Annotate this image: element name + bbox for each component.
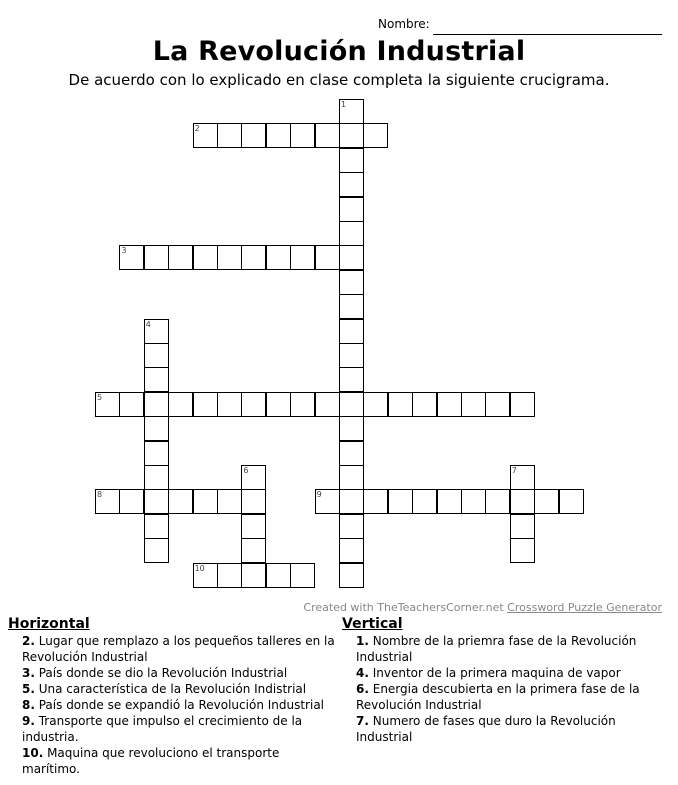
crossword-cell[interactable] — [193, 489, 218, 514]
crossword-cell[interactable] — [388, 489, 413, 514]
crossword-cell[interactable] — [241, 392, 266, 417]
crossword-cell[interactable] — [339, 148, 364, 173]
clue-item — [342, 681, 652, 713]
clue-item-text: Transporte que impulso el crecimiento de la industria. — [22, 714, 303, 744]
crossword-cell[interactable] — [339, 563, 364, 588]
clue-item-text: Maquina que revoluciono el transporte marítimo. — [22, 746, 280, 776]
crossword-cell[interactable] — [144, 416, 169, 441]
crossword-cell[interactable] — [412, 489, 437, 514]
page-title: La Revolución Industrial — [152, 36, 526, 67]
clue-item-number: 2. — [22, 634, 35, 648]
crossword-cell[interactable] — [534, 489, 559, 514]
crossword-cell[interactable] — [363, 392, 388, 417]
clue-item-number: 7. — [356, 714, 369, 728]
clue-item — [8, 681, 338, 697]
clue-item — [8, 745, 338, 777]
crossword-cell[interactable] — [437, 489, 462, 514]
crossword-cell[interactable] — [290, 245, 315, 270]
generator-link[interactable]: Crossword Puzzle Generator — [507, 601, 662, 614]
crossword-cell[interactable] — [168, 392, 193, 417]
crossword-cell[interactable] — [461, 489, 486, 514]
crossword-cell[interactable] — [339, 441, 364, 466]
clue-item — [342, 665, 652, 681]
crossword-cell[interactable] — [168, 489, 193, 514]
crossword-cell[interactable] — [339, 489, 364, 514]
clue-item-text: Inventor de la primera maquina de vapor — [368, 666, 621, 680]
crossword-cell[interactable] — [144, 441, 169, 466]
crossword-cell[interactable] — [241, 123, 266, 148]
horizontal-heading: Horizontal — [8, 616, 90, 632]
vertical-clues — [342, 616, 652, 745]
crossword-cell[interactable] — [510, 514, 535, 539]
crossword-cell[interactable] — [241, 538, 266, 563]
crossword-cell[interactable] — [241, 489, 266, 514]
clue-item-number: 3. — [22, 666, 35, 680]
crossword-cell[interactable] — [339, 538, 364, 563]
crossword-cell[interactable] — [339, 367, 364, 392]
crossword-cell[interactable] — [461, 392, 486, 417]
credit-text: Created with TheTeachersCorner.net — [303, 601, 504, 614]
crossword-cell[interactable] — [217, 123, 242, 148]
clue-number: 1 — [341, 100, 347, 109]
clue-number: 6 — [243, 466, 249, 475]
instructions: De acuerdo con lo explicado en clase completa la siguiente crucigrama. — [68, 71, 610, 89]
name-label: Nombre: — [378, 17, 430, 31]
crossword-cell[interactable] — [315, 123, 340, 148]
crossword-cell[interactable] — [510, 538, 535, 563]
clue-item-text: Numero de fases que duro la Revolución Industrial — [356, 714, 616, 744]
crossword-cell[interactable] — [241, 245, 266, 270]
crossword-cell[interactable] — [144, 392, 169, 417]
crossword-cell[interactable] — [510, 392, 535, 417]
crossword-cell[interactable] — [266, 563, 291, 588]
crossword-cell[interactable] — [339, 270, 364, 295]
crossword-cell[interactable] — [339, 416, 364, 441]
crossword-cell[interactable] — [559, 489, 584, 514]
clue-item — [8, 633, 338, 665]
crossword-cell[interactable] — [388, 392, 413, 417]
clue-item — [8, 697, 338, 713]
crossword-cell[interactable] — [168, 245, 193, 270]
clue-item-number: 4. — [356, 666, 369, 680]
vertical-heading: Vertical — [342, 616, 403, 632]
crossword-cell[interactable] — [412, 392, 437, 417]
crossword-cell[interactable] — [290, 392, 315, 417]
clue-number: 3 — [121, 246, 127, 256]
crossword-cell[interactable] — [339, 172, 364, 197]
clue-item-number: 8. — [22, 698, 35, 712]
crossword-cell[interactable] — [437, 392, 462, 417]
crossword-cell[interactable] — [363, 489, 388, 514]
clue-item-number: 10. — [22, 746, 44, 760]
crossword-cell[interactable] — [241, 563, 266, 588]
crossword-cell[interactable] — [339, 465, 364, 490]
crossword-cell[interactable] — [193, 245, 218, 270]
crossword-cell[interactable] — [241, 514, 266, 539]
crossword-cell[interactable] — [315, 392, 340, 417]
crossword-cell[interactable] — [266, 245, 291, 270]
credit-line — [303, 601, 662, 614]
crossword-cell[interactable] — [217, 392, 242, 417]
crossword-cell[interactable] — [144, 465, 169, 490]
clue-item-text: Energia descubierta en la primera fase de la Revolución Industrial — [356, 682, 640, 712]
crossword-cell[interactable] — [290, 563, 315, 588]
crossword-cell[interactable] — [485, 489, 510, 514]
clue-item-number: 5. — [22, 682, 35, 696]
crossword-cell[interactable] — [485, 392, 510, 417]
crossword-cell[interactable] — [144, 367, 169, 392]
clue-item-text: País donde se expandió la Revolución Industrial — [34, 698, 325, 712]
clue-number: 9 — [316, 490, 322, 500]
clue-item-number: 6. — [356, 682, 369, 696]
clue-number: 7 — [511, 466, 517, 475]
crossword-cell[interactable] — [339, 123, 364, 148]
clue-number: 5 — [97, 392, 103, 402]
clue-item — [8, 713, 338, 745]
clue-item-number: 1. — [356, 634, 369, 648]
crossword-cell[interactable] — [217, 489, 242, 514]
crossword-cell[interactable] — [119, 392, 144, 417]
crossword-cell[interactable] — [266, 392, 291, 417]
crossword-cell[interactable] — [193, 392, 218, 417]
crossword-cell[interactable] — [217, 245, 242, 270]
clue-number: 2 — [194, 124, 200, 134]
clue-number: 8 — [97, 490, 103, 500]
crossword-cell[interactable] — [315, 245, 340, 270]
crossword-cell[interactable] — [339, 319, 364, 344]
clue-number: 4 — [145, 319, 151, 329]
crossword-cell[interactable] — [339, 392, 364, 417]
clue-item-text: País donde se dio la Revolución Industrial — [34, 666, 288, 680]
clue-item-number: 9. — [22, 714, 35, 728]
crossword-cell[interactable] — [144, 343, 169, 368]
crossword-cell[interactable] — [144, 489, 169, 514]
clue-item-text: Una característica de la Revolución Indistrial — [34, 682, 307, 696]
horizontal-clues — [8, 616, 338, 777]
crossword-cell[interactable] — [510, 489, 535, 514]
crossword-cell[interactable] — [339, 245, 364, 270]
clue-item-text: Nombre de la priemra fase de la Revolución Industrial — [356, 634, 637, 664]
crossword-cell[interactable] — [119, 489, 144, 514]
crossword-cell[interactable] — [339, 294, 364, 319]
clue-item-text: Lugar que remplazo a los pequeños talleres en la Revolución Industrial — [22, 634, 335, 664]
crossword-cell[interactable] — [217, 563, 242, 588]
crossword-cell[interactable] — [339, 343, 364, 368]
crossword-cell[interactable] — [144, 538, 169, 563]
crossword-cell[interactable] — [363, 123, 388, 148]
clue-item — [8, 665, 338, 681]
crossword-cell[interactable] — [339, 197, 364, 222]
crossword-cell[interactable] — [144, 514, 169, 539]
crossword-cell[interactable] — [144, 245, 169, 270]
crossword-cell[interactable] — [339, 514, 364, 539]
crossword-cell[interactable] — [290, 123, 315, 148]
crossword-cell[interactable] — [339, 221, 364, 246]
clue-item — [342, 633, 652, 665]
crossword-cell[interactable] — [266, 123, 291, 148]
clue-item — [342, 713, 652, 745]
clue-number: 10 — [194, 563, 205, 573]
